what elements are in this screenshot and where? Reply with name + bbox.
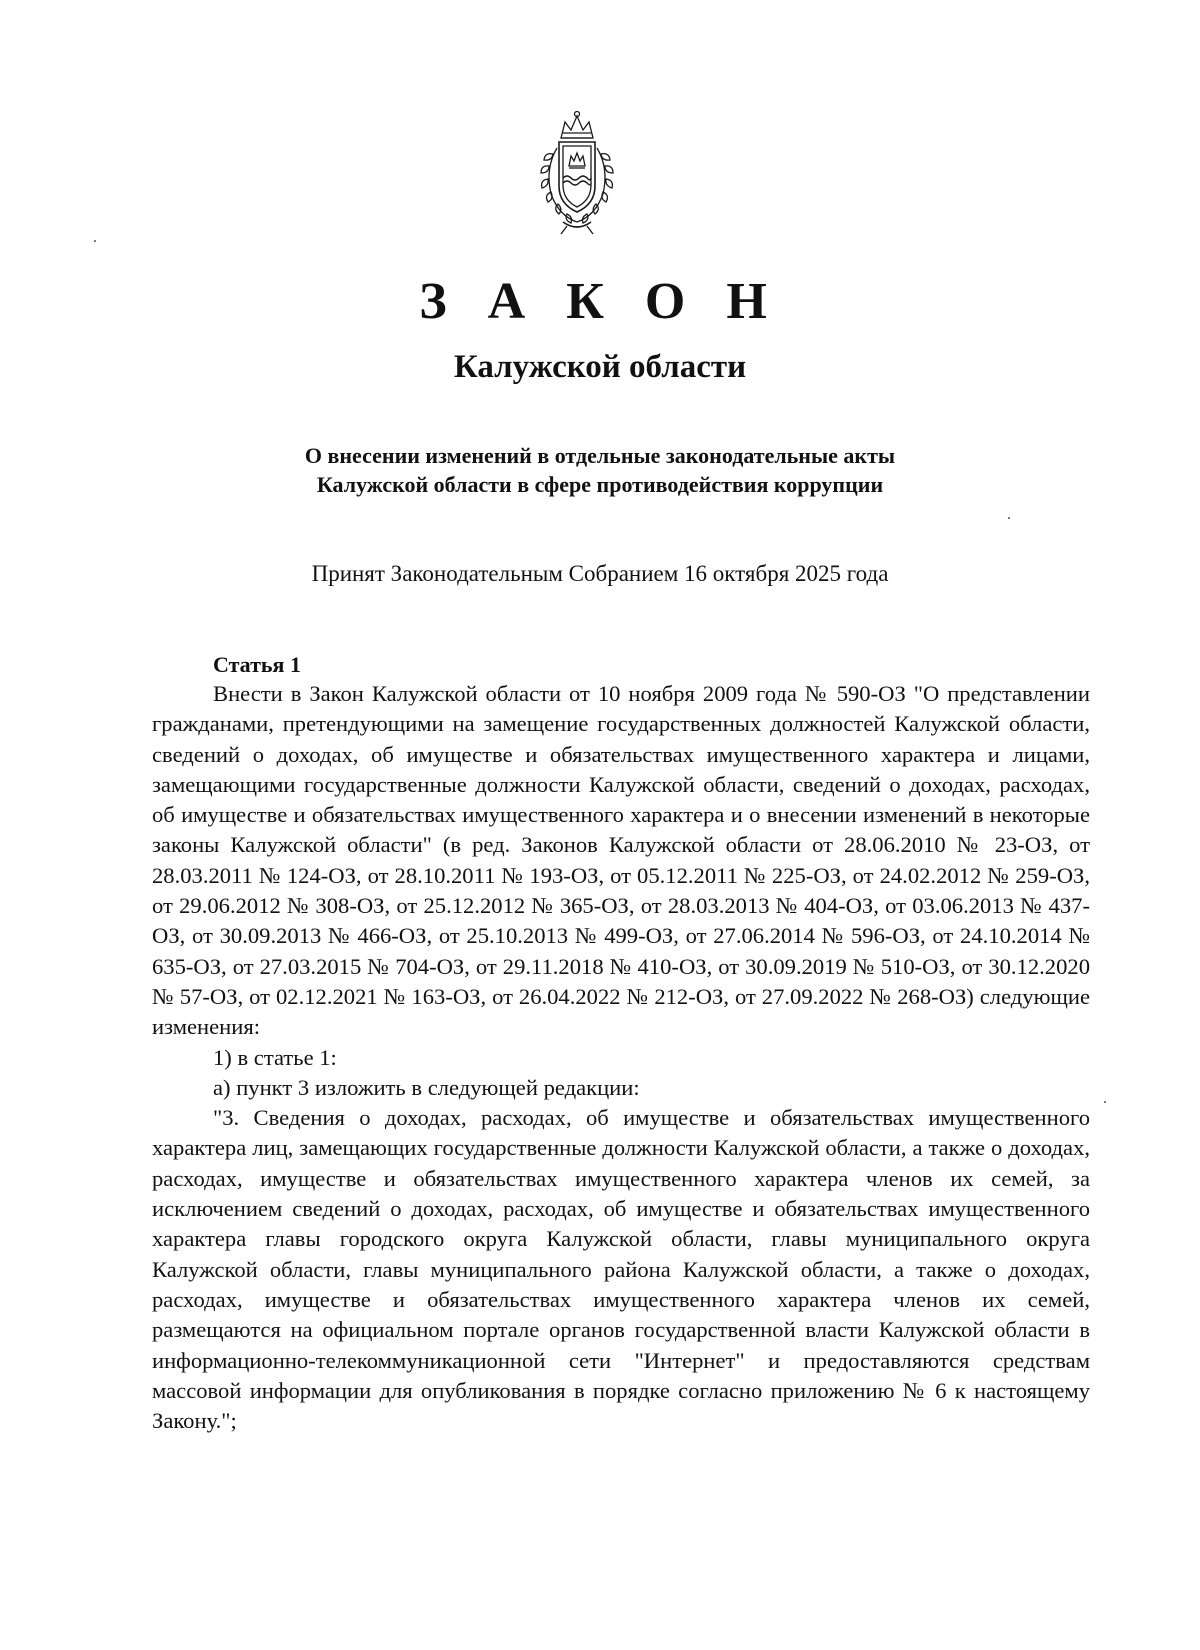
adoption-line: Принят Законодательным Собранием 16 октября 2025 года xyxy=(311,561,889,586)
article-paragraph-4: "3. Сведения о доходах, расходах, об имуществе и обязательствах имущественного характера лиц, замещающих государственные должности Калужской области, а также о доходах, расходах, имуществе и обязательствах имущественного характера членов их семей, за исключением сведений о доходах, расходах, об имуществе и обязательствах имущественного характера главы городского округа Калужской области, главы муниципального округа Калужской области, главы муниципального района Калужской области, а также о доходах, расходах, имуществе и обязательствах имущественного характера членов их семей, размещаются на официальном портале органов государственной власти Калужской области в информационно-телекоммуникационной сети "Интернет" и предоставляются средствам массовой информации для опубликования в порядке согласно приложению № 6 к настоящему Закону."; xyxy=(152,1105,1090,1434)
region-name: Калужской области xyxy=(453,349,747,385)
document-title: З А К О Н xyxy=(419,273,781,330)
article-paragraph-2: 1) в статье 1: xyxy=(213,1044,337,1070)
scan-speck xyxy=(1104,1101,1106,1103)
article-paragraph-3: а) пункт 3 изложить в следующей редакции: xyxy=(213,1074,640,1100)
article-paragraph-1: Внести в Закон Калужской области от 10 ноября 2009 года № 590-ОЗ "О представлении гражданами, претендующими на замещение государственных должностей Калужской области, сведений о доходах, об имуществе и обязательствах имущественного характера и лицами, замещающими государственные должности Калужской области, сведений о доходах, расходах, об имуществе и обязательствах имущественного характера и о внесении изменений в некоторые законы Калужской области" (в ред. Законов Калужской области от 28.06.2010 № 23-ОЗ, от 28.03.2011 № 124-ОЗ, от 28.10.2011 № 193-ОЗ, от 05.12.2011 № 225-ОЗ, от 24.02.2012 № 259-ОЗ, от 29.06.2012 № 308-ОЗ, от 25.12.2012 № 365-ОЗ, от 28.03.2013 № 404-ОЗ, от 03.06.2013 № 437-ОЗ, от 30.09.2013 № 466-ОЗ, от 25.10.2013 № 499-ОЗ, от 27.06.2014 № 596-ОЗ, от 24.10.2014 № 635-ОЗ, от 27.03.2015 № 704-ОЗ, от 29.11.2018 № 410-ОЗ, от 30.09.2019 № 510-ОЗ, от 30.12.2020 № 57-ОЗ, от 02.12.2021 № 163-ОЗ, от 26.04.2022 № 212-ОЗ, от 27.09.2022 № 268-ОЗ) следующие изменения: xyxy=(152,681,1090,1040)
article-title: Статья 1 xyxy=(213,652,301,677)
law-subject-line-2: Калужской области в сфере противодействия коррупции xyxy=(316,472,884,497)
scan-speck xyxy=(94,240,96,242)
law-subject-line-1: О внесении изменений в отдельные законодательные акты xyxy=(304,443,896,468)
law-subject xyxy=(0,441,1200,499)
scan-speck xyxy=(1008,517,1010,519)
article-body xyxy=(152,679,1090,1436)
kaluga-coat-of-arms-icon xyxy=(527,108,627,238)
